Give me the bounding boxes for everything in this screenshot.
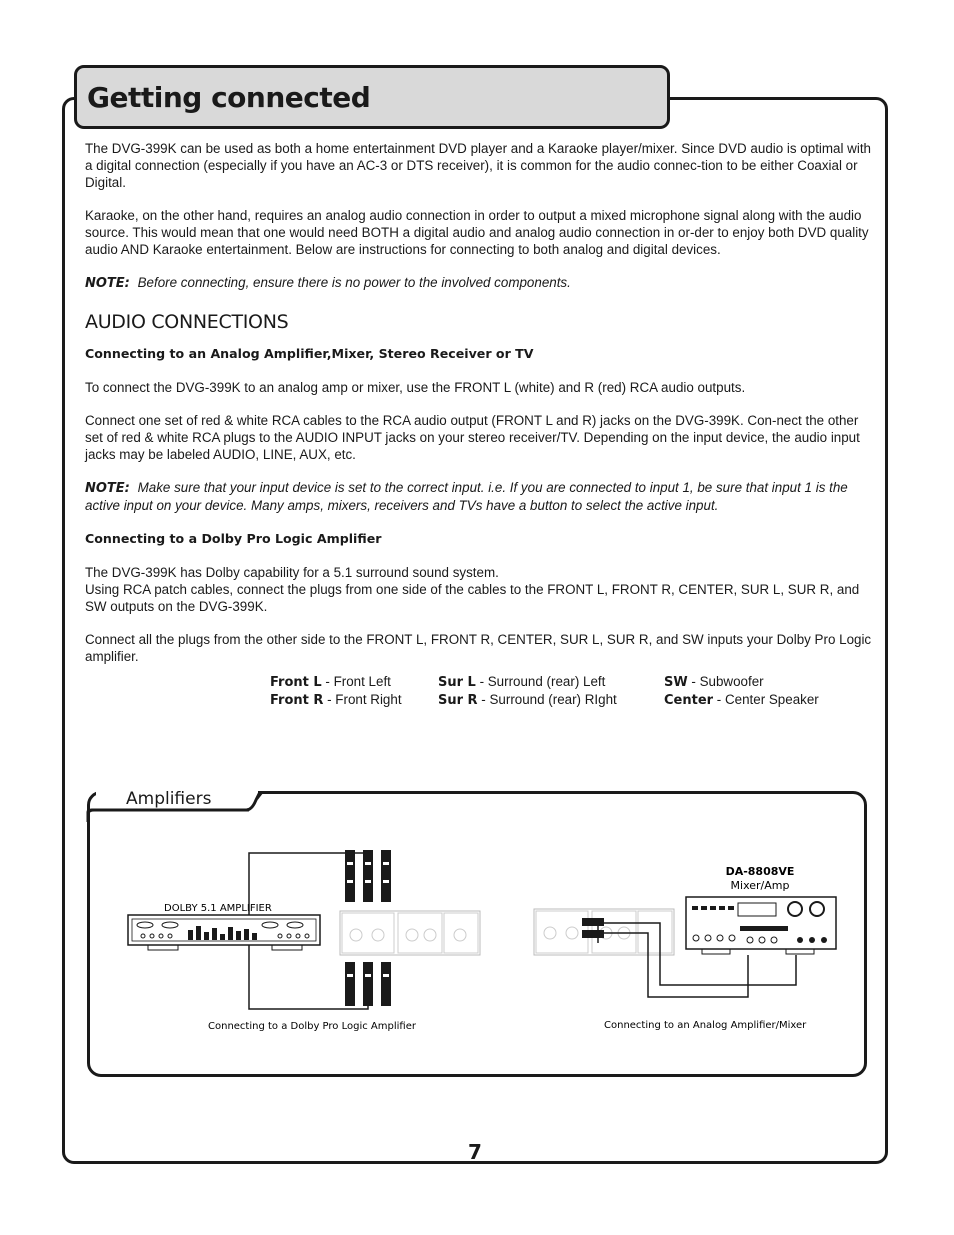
dolby-paragraph-2: Connect all the plugs from the other side to the FRONT L, FRONT R, CENTER, SUR L, SUR R, and SW inputs your Dolby Pro Logic amplifier.	[85, 632, 872, 664]
player-rear-panel-left	[340, 911, 480, 955]
intro-paragraph-2: Karaoke, on the other hand, requires an analog audio connection in order to output a mixed microphone signal along with the audio source. This would mean that one would need BOTH a digital audio and analog audio connection in or-der to enjoy both DVD quality audio AND Karaoke entertainment. Below are instructions for connecting to both analog and digital devices.	[85, 208, 869, 257]
legend-item: SW - Subwoofer	[664, 674, 764, 690]
note-text: Before connecting, ensure there is no power to the involved components.	[137, 275, 571, 290]
audio-connections-heading: AUDIO CONNECTIONS	[85, 311, 289, 333]
note-label: NOTE:	[85, 481, 130, 496]
mixer-type: Mixer/Amp	[730, 879, 790, 892]
dolby-line-1: The DVG-399K has Dolby capability for a 5.1 surround sound system.	[85, 565, 499, 580]
dolby-heading: Connecting to a Dolby Pro Logic Amplifier	[85, 531, 382, 546]
analog-paragraph-1: To connect the DVG-399K to an analog amp or mixer, use the FRONT L (white) and R (red) RCA audio outputs.	[85, 380, 746, 395]
legend-item: Center - Center Speaker	[664, 692, 819, 708]
rca-plugs-top	[345, 850, 391, 902]
legend-item: Sur L - Surround (rear) Left	[438, 674, 606, 690]
page-title: Getting connected	[87, 81, 371, 114]
mixer-model: DA-8808VE	[725, 865, 795, 878]
analog-paragraph-2: Connect one set of red & white RCA cables to the RCA audio output (FRONT L and R) jacks on the DVG-399K. Con-nect the other set of red & white RCA plugs to the AUDIO INPUT jacks on your stereo receiver/TV. Depending on the input device, the audio input jacks may be labeled AUDIO, LINE, AUX, etc.	[85, 413, 860, 462]
amplifiers-label: Amplifiers	[126, 789, 212, 809]
dolby-amplifier-unit	[128, 915, 320, 950]
note-text: Make sure that your input device is set to the correct input. i.e. If you are connected to input 1, be sure that input 1 is the active input on your device. Many amps, mixers, receivers and TVs have a button to select the active input.	[85, 480, 848, 513]
caption-left: Connecting to a Dolby Pro Logic Amplifier	[208, 1021, 416, 1032]
legend-item: Front L - Front Left	[270, 674, 391, 690]
legend-item: Front R - Front Right	[270, 692, 402, 708]
note-label: NOTE:	[85, 276, 130, 291]
dolby-line-2: Using RCA patch cables, connect the plugs from one side of the cables to the FRONT L, FRONT R, CENTER, SUR L, SUR R, and SW outputs on the DVG-399K.	[85, 582, 860, 614]
rca-plugs-bottom	[345, 962, 391, 1006]
mixer-amp-unit	[686, 897, 836, 954]
legend-item: Sur R - Surround (rear) RIght	[438, 692, 617, 708]
dolby-amp-label: DOLBY 5.1 AMPLIFIER	[164, 903, 272, 914]
caption-right: Connecting to an Analog Amplifier/Mixer	[604, 1020, 807, 1031]
page-number: 7	[468, 1140, 482, 1164]
analog-heading: Connecting to an Analog Amplifier,Mixer, Stereo Receiver or TV	[85, 346, 534, 361]
intro-paragraph-1: The DVG-399K can be used as both a home entertainment DVD player and a Karaoke player/mixer. Since DVD audio is optimal with a digital connection (especially if you have an AC-3 or DTS receiver), it is common for the audio connec-tion to be either Coaxial or Digital.	[85, 141, 871, 190]
